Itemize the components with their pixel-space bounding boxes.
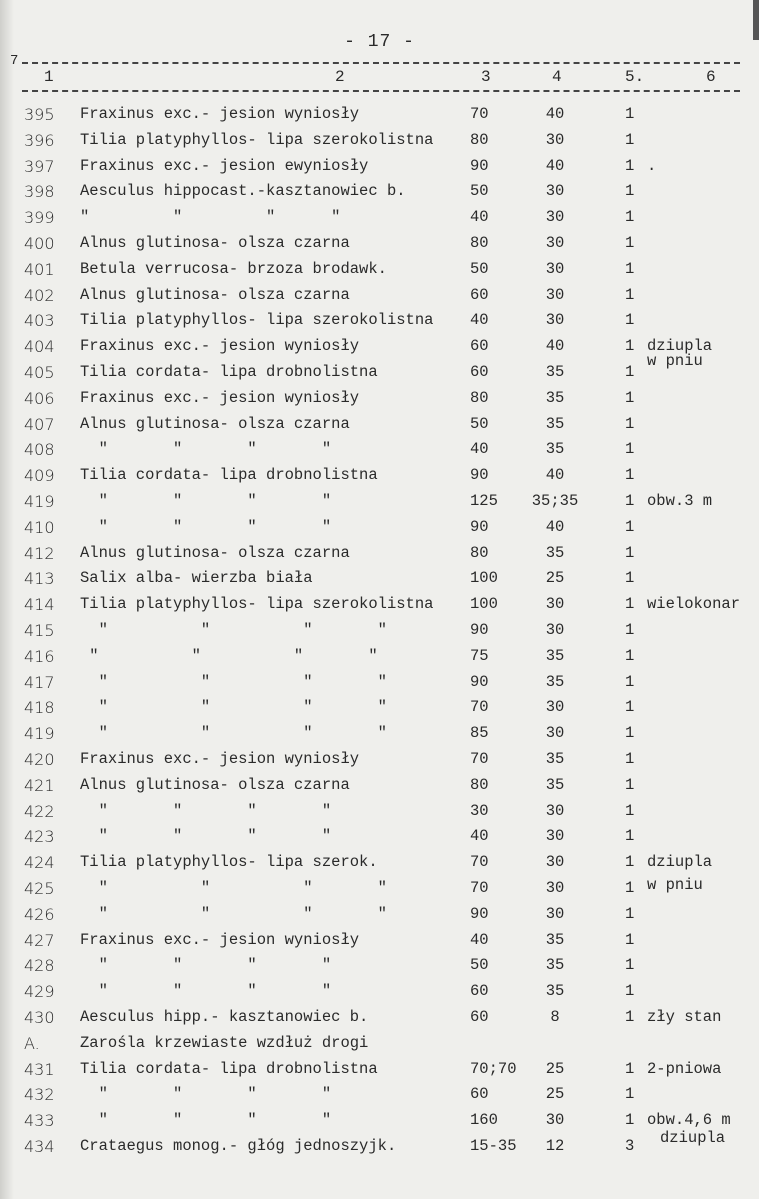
note-continuation: w pniu <box>647 352 703 370</box>
diameter-value: 30 <box>545 853 565 872</box>
count-value: 1 <box>625 879 635 897</box>
table-row <box>0 440 759 466</box>
table-row <box>0 1085 759 1111</box>
row-number: 428 <box>24 956 55 976</box>
table-row <box>0 1111 759 1137</box>
count-value: 1 <box>625 904 635 923</box>
table-row <box>0 905 759 931</box>
species-name: " " " " <box>80 517 332 536</box>
table-row <box>0 879 759 905</box>
column-header-5: 5. <box>625 68 645 86</box>
species-name: " " " " <box>80 724 387 743</box>
row-number: 416 <box>24 646 55 666</box>
height-value: 50 <box>470 956 489 975</box>
row-number: 431 <box>24 1059 55 1079</box>
species-name: " " " " <box>80 208 341 227</box>
header-top-rule <box>22 62 740 64</box>
column-header-1: 1 <box>44 68 54 86</box>
height-value: 40 <box>470 311 489 330</box>
height-value: 40 <box>470 208 489 227</box>
diameter-value: 40 <box>545 105 565 123</box>
table-row <box>0 157 759 183</box>
row-number: 403 <box>24 311 55 331</box>
count-value: 1 <box>625 311 635 330</box>
diameter-value: 25 <box>545 569 565 588</box>
table-row <box>0 853 759 879</box>
species-name: Alnus glutinosa- olsza czarna <box>80 285 350 304</box>
row-number: 412 <box>24 543 55 563</box>
height-value: 60 <box>470 1008 489 1026</box>
height-value: 160 <box>470 1111 498 1130</box>
diameter-value: 40 <box>545 466 565 485</box>
diameter-value: 35;35 <box>531 492 579 510</box>
row-number: 408 <box>24 440 55 460</box>
row-number: 401 <box>24 259 55 279</box>
species-name: Fraxinus exc.- jesion ewyniosły <box>80 156 369 175</box>
table-row <box>0 260 759 286</box>
height-value: 80 <box>470 234 489 252</box>
row-number: 407 <box>24 414 55 434</box>
count-value: 1 <box>625 646 635 665</box>
species-name: Fraxinus exc.- jesion wyniosły <box>80 930 360 949</box>
diameter-value: 35 <box>545 363 565 381</box>
height-value: 60 <box>470 1085 489 1104</box>
table-row <box>0 311 759 337</box>
count-value: 1 <box>625 698 635 717</box>
table-row <box>0 363 759 389</box>
height-value: 90 <box>470 466 489 485</box>
diameter-value: 40 <box>545 517 565 536</box>
margin-mark: 7 <box>10 53 19 69</box>
row-number: 421 <box>24 775 55 795</box>
diameter-value: 30 <box>545 208 565 227</box>
species-name: Alnus glutinosa- olsza czarna <box>80 775 350 794</box>
species-name: Fraxinus exc.- jesion wyniosły <box>80 388 360 407</box>
diameter-value: 30 <box>545 595 565 614</box>
row-note: obw.4,6 m <box>647 1111 731 1130</box>
diameter-value: 40 <box>545 156 565 175</box>
count-value: 1 <box>625 517 635 536</box>
species-name: " " " " <box>80 1111 332 1130</box>
diameter-value: 35 <box>545 750 565 768</box>
page-number: - 17 - <box>344 32 415 52</box>
species-name: Fraxinus exc.- jesion wyniosły <box>80 105 360 123</box>
species-name: Tilia platyphyllos- lipa szerokolistna <box>80 311 434 330</box>
table-row <box>0 518 759 544</box>
column-header-2: 2 <box>335 68 345 86</box>
row-number: 414 <box>24 595 55 615</box>
count-value: 1 <box>625 853 635 872</box>
count-value: 1 <box>625 440 635 459</box>
row-number: 402 <box>24 285 55 305</box>
diameter-value: 8 <box>550 1008 560 1026</box>
height-value: 80 <box>470 543 489 562</box>
table-row <box>0 415 759 441</box>
table-row <box>0 673 759 699</box>
height-value: 100 <box>470 595 498 614</box>
table-row <box>0 131 759 157</box>
table-row <box>0 337 759 363</box>
height-value: 85 <box>470 724 489 743</box>
count-value: 1 <box>625 621 635 639</box>
table-row <box>0 286 759 312</box>
species-name: Tilia cordata- lipa drobnolistna <box>80 1059 378 1078</box>
diameter-value: 30 <box>545 904 565 923</box>
row-note: . <box>647 156 657 175</box>
table-row <box>0 182 759 208</box>
count-value: 1 <box>625 672 635 691</box>
height-value: 60 <box>470 982 489 1001</box>
table-row <box>0 569 759 595</box>
row-number: 422 <box>24 801 55 821</box>
height-value: 70 <box>470 105 489 123</box>
count-value: 1 <box>625 156 635 175</box>
species-name: Tilia platyphyllos- lipa szerokolistna <box>80 130 434 149</box>
species-name: " " " " <box>80 1085 332 1104</box>
row-number: 395 <box>24 105 55 124</box>
count-value: 1 <box>625 982 635 1001</box>
species-name: " " " " <box>80 698 387 717</box>
species-name: " " " " <box>80 801 332 820</box>
species-name: " " " " <box>80 672 387 691</box>
species-name: Zarośla krzewiaste wzdłuż drogi <box>80 1033 369 1052</box>
row-number: 396 <box>24 130 55 150</box>
diameter-value: 30 <box>545 234 565 252</box>
height-value: 70 <box>470 853 489 872</box>
diameter-value: 35 <box>545 388 565 407</box>
height-value: 50 <box>470 259 489 278</box>
height-value: 90 <box>470 156 489 175</box>
count-value: 1 <box>625 466 635 485</box>
table-row <box>0 1137 759 1163</box>
count-value: 1 <box>625 569 635 588</box>
diameter-value: 40 <box>545 337 565 356</box>
row-number: 425 <box>24 879 55 898</box>
diameter-value: 30 <box>545 801 565 820</box>
diameter-value: 35 <box>545 543 565 562</box>
count-value: 1 <box>625 388 635 407</box>
height-value: 80 <box>470 775 489 794</box>
height-value: 75 <box>470 646 489 665</box>
diameter-value: 25 <box>545 1059 565 1078</box>
diameter-value: 30 <box>545 1111 565 1130</box>
diameter-value: 30 <box>545 621 565 639</box>
diameter-value: 35 <box>545 775 565 794</box>
species-name: Alnus glutinosa- olsza czarna <box>80 234 350 252</box>
row-number: A. <box>24 1033 40 1053</box>
species-name: " " " " <box>80 440 332 459</box>
species-name: Alnus glutinosa- olsza czarna <box>80 414 350 433</box>
species-name: " " " " <box>80 621 387 639</box>
diameter-value: 35 <box>545 646 565 665</box>
table-row <box>0 802 759 828</box>
species-name: Tilia cordata- lipa drobnolistna <box>80 466 378 485</box>
height-value: 100 <box>470 569 498 588</box>
species-name: Salix alba- wierzba biała <box>80 569 313 588</box>
species-name: Tilia platyphyllos- lipa szerok. <box>80 853 378 872</box>
count-value: 1 <box>625 595 635 614</box>
count-value: 1 <box>625 930 635 949</box>
height-value: 90 <box>470 517 489 536</box>
table-row <box>0 1034 759 1060</box>
table-row <box>0 647 759 673</box>
diameter-value: 30 <box>545 182 565 201</box>
count-value: 1 <box>625 182 635 201</box>
row-note: obw.3 m <box>647 492 713 510</box>
species-name: Alnus glutinosa- olsza czarna <box>80 543 350 562</box>
table-row <box>0 595 759 621</box>
species-name: " " " " <box>80 646 378 665</box>
height-value: 80 <box>470 388 489 407</box>
diameter-value: 35 <box>545 414 565 433</box>
table-row <box>0 208 759 234</box>
count-value: 1 <box>625 130 635 149</box>
height-value: 70 <box>470 750 489 768</box>
row-note: dziupla <box>647 853 713 872</box>
count-value: 1 <box>625 724 635 743</box>
table-row <box>0 698 759 724</box>
height-value: 90 <box>470 621 489 639</box>
species-name: Tilia platyphyllos- lipa szerokolistna <box>80 595 434 614</box>
count-value: 1 <box>625 259 635 278</box>
species-name: " " " " <box>80 904 387 923</box>
count-value: 1 <box>625 956 635 975</box>
row-number: 417 <box>24 672 55 692</box>
row-number: 432 <box>24 1085 55 1105</box>
diameter-value: 35 <box>545 930 565 949</box>
height-value: 70 <box>470 879 489 897</box>
row-number: 420 <box>24 750 55 769</box>
table-row <box>0 1060 759 1086</box>
count-value: 1 <box>625 1111 635 1130</box>
row-number: 426 <box>24 904 55 924</box>
table-row <box>0 234 759 260</box>
row-number: 419 <box>24 492 55 511</box>
row-number: 415 <box>24 621 55 640</box>
diameter-value: 12 <box>545 1137 565 1155</box>
count-value: 1 <box>625 105 635 123</box>
height-value: 90 <box>470 904 489 923</box>
row-number: 427 <box>24 930 55 950</box>
count-value: 1 <box>625 208 635 227</box>
row-number: 434 <box>24 1137 55 1156</box>
species-name: Betula verrucosa- brzoza brodawk. <box>80 259 387 278</box>
height-value: 60 <box>470 337 489 356</box>
diameter-value: 30 <box>545 698 565 717</box>
row-number: 409 <box>24 466 55 486</box>
row-number: 399 <box>24 208 55 228</box>
diameter-value: 30 <box>545 827 565 846</box>
species-name: " " " " <box>80 982 332 1001</box>
table-row <box>0 621 759 647</box>
count-value: 3 <box>625 1137 635 1155</box>
diameter-value: 30 <box>545 879 565 897</box>
row-number: 404 <box>24 337 55 357</box>
row-number: 400 <box>24 234 55 253</box>
count-value: 1 <box>625 827 635 846</box>
table-row <box>0 1008 759 1034</box>
count-value: 1 <box>625 1085 635 1104</box>
note-continuation: w pniu <box>647 876 703 894</box>
height-value: 125 <box>470 492 498 510</box>
height-value: 60 <box>470 285 489 304</box>
row-number: 413 <box>24 569 55 589</box>
table-row <box>0 750 759 776</box>
row-number: 433 <box>24 1111 55 1131</box>
column-header-4: 4 <box>552 68 562 86</box>
row-number: 429 <box>24 982 55 1002</box>
count-value: 1 <box>625 775 635 794</box>
height-value: 40 <box>470 827 489 846</box>
height-value: 70 <box>470 698 489 717</box>
species-name: " " " " <box>80 827 332 846</box>
species-name: Aesculus hippocast.-kasztanowiec b. <box>80 182 406 201</box>
column-header-3: 3 <box>481 68 491 86</box>
row-note: wielokonar <box>647 595 741 614</box>
height-value: 50 <box>470 414 489 433</box>
diameter-value: 30 <box>545 130 565 149</box>
species-name: Crataegus monog.- głóg jednoszyjk. <box>80 1137 397 1155</box>
count-value: 1 <box>625 543 635 562</box>
table-row <box>0 776 759 802</box>
height-value: 50 <box>470 182 489 201</box>
row-number: 424 <box>24 853 55 873</box>
species-name: Tilia cordata- lipa drobnolistna <box>80 363 378 381</box>
height-value: 90 <box>470 672 489 691</box>
table-row <box>0 982 759 1008</box>
diameter-value: 35 <box>545 982 565 1001</box>
count-value: 1 <box>625 414 635 433</box>
count-value: 1 <box>625 285 635 304</box>
count-value: 1 <box>625 363 635 381</box>
diameter-value: 30 <box>545 285 565 304</box>
height-value: 80 <box>470 130 489 149</box>
diameter-value: 25 <box>545 1085 565 1104</box>
table-row <box>0 956 759 982</box>
table-row <box>0 931 759 957</box>
height-value: 40 <box>470 440 489 459</box>
row-note: zły stan <box>647 1008 722 1026</box>
row-number: 405 <box>24 363 55 382</box>
row-number: 430 <box>24 1008 55 1027</box>
height-value: 30 <box>470 801 489 820</box>
diameter-value: 35 <box>545 440 565 459</box>
species-name: " " " " <box>80 956 332 975</box>
count-value: 1 <box>625 1059 635 1078</box>
species-name: Fraxinus exc.- jesion wyniosły <box>80 750 360 768</box>
species-name: Fraxinus exc.- jesion wyniosły <box>80 337 360 356</box>
count-value: 1 <box>625 337 635 356</box>
height-value: 70;70 <box>470 1059 517 1078</box>
count-value: 1 <box>625 1008 635 1026</box>
note-continuation: dziupla <box>660 1129 726 1147</box>
column-header-6: 6 <box>706 68 716 86</box>
row-note: dziupla <box>647 337 713 356</box>
row-number: 397 <box>24 156 55 176</box>
count-value: 1 <box>625 234 635 252</box>
species-name: " " " " <box>80 879 387 897</box>
row-number: 419 <box>24 724 55 744</box>
diameter-value: 30 <box>545 311 565 330</box>
header-bottom-rule <box>22 90 740 92</box>
row-number: 398 <box>24 182 55 202</box>
species-name: " " " " <box>80 492 332 510</box>
row-number: 418 <box>24 698 55 718</box>
diameter-value: 35 <box>545 956 565 975</box>
height-value: 15-35 <box>470 1137 517 1155</box>
species-name: Aesculus hipp.- kasztanowiec b. <box>80 1008 369 1026</box>
diameter-value: 30 <box>545 259 565 278</box>
height-value: 40 <box>470 930 489 949</box>
table-row <box>0 105 759 131</box>
row-number: 423 <box>24 827 55 847</box>
row-number: 406 <box>24 388 55 408</box>
table-row <box>0 724 759 750</box>
count-value: 1 <box>625 750 635 768</box>
count-value: 1 <box>625 801 635 820</box>
table-row <box>0 466 759 492</box>
table-row <box>0 389 759 415</box>
table-row <box>0 544 759 570</box>
count-value: 1 <box>625 492 635 510</box>
row-number: 410 <box>24 517 55 537</box>
table-row <box>0 827 759 853</box>
table-row <box>0 492 759 518</box>
height-value: 60 <box>470 363 489 381</box>
diameter-value: 35 <box>545 672 565 691</box>
diameter-value: 30 <box>545 724 565 743</box>
row-note: 2-pniowa <box>647 1059 722 1078</box>
